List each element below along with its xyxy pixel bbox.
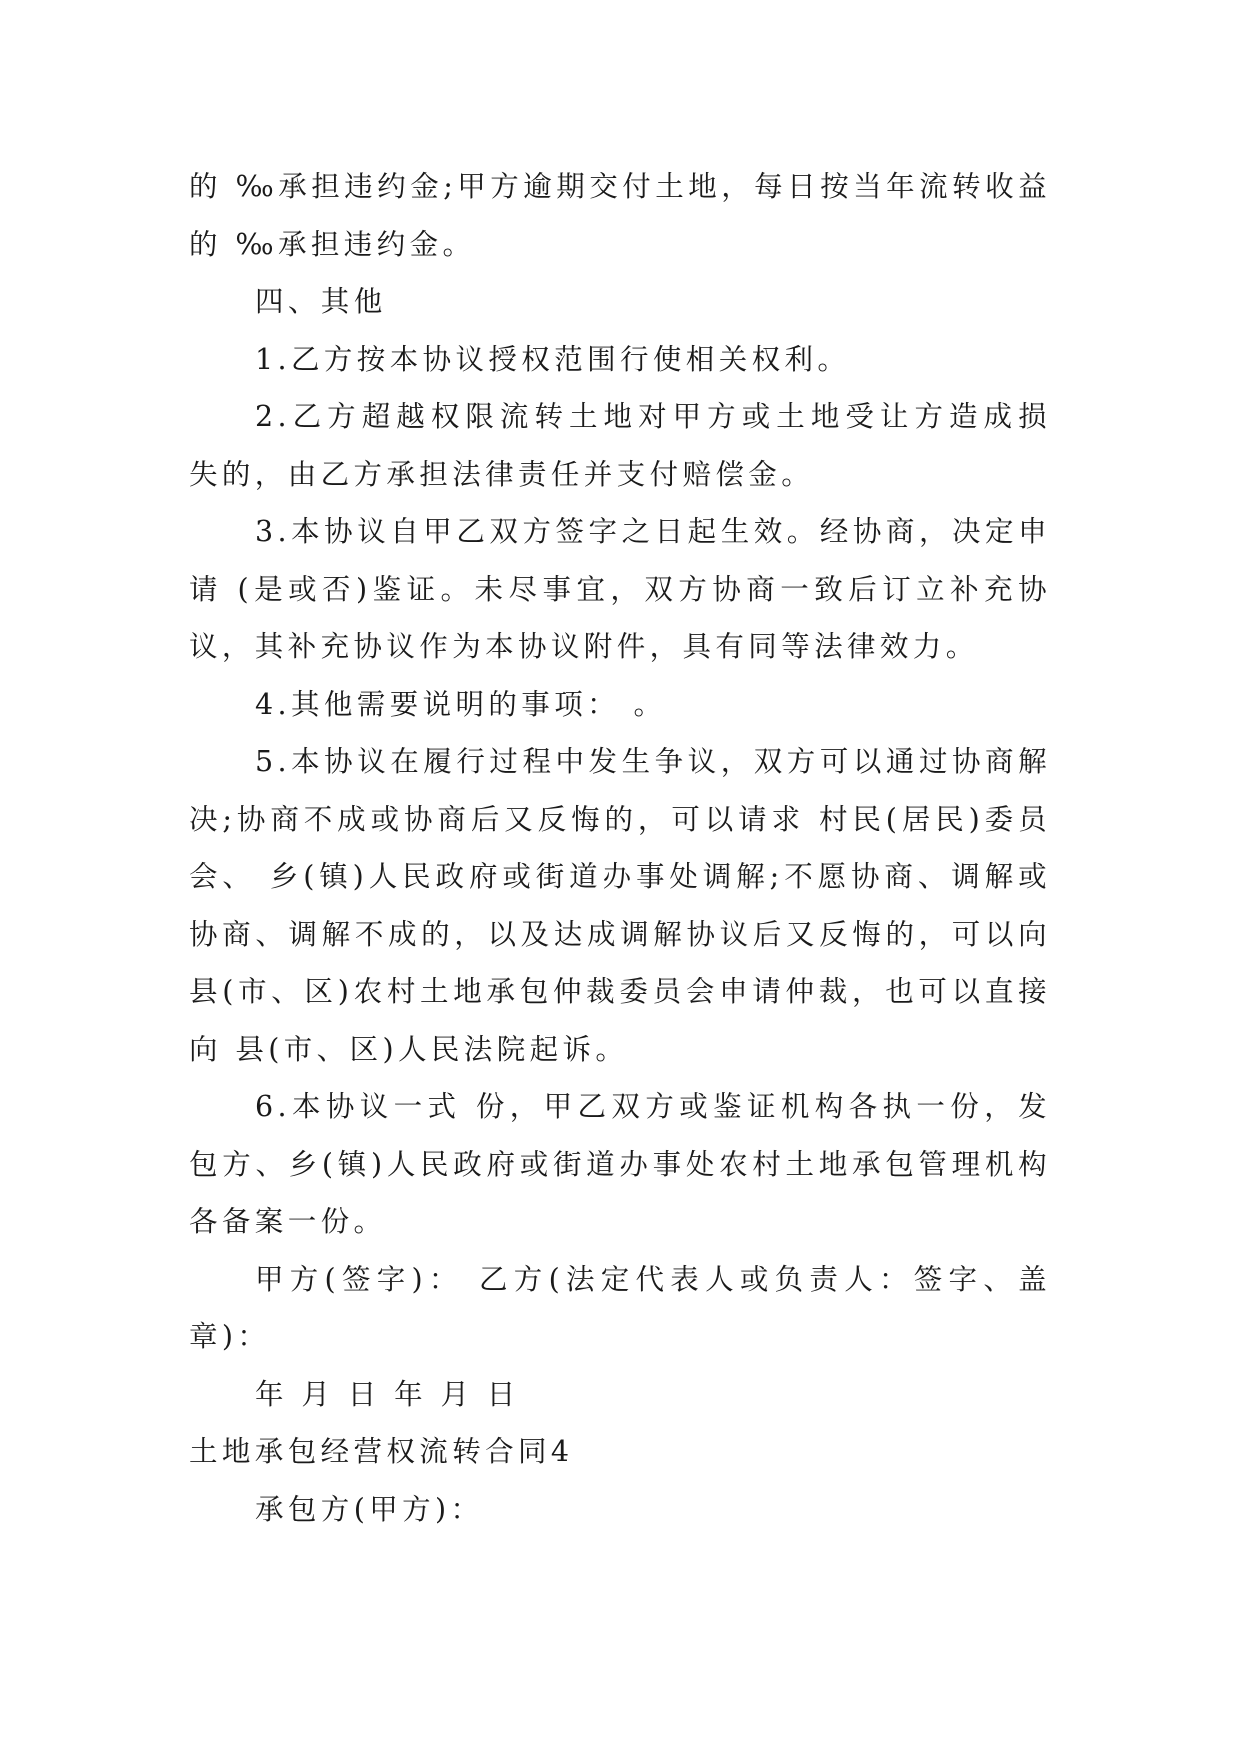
party-a-label: 承包方(甲方)： xyxy=(255,1492,484,1526)
clause-6: 6.本协议一式 份，甲乙双方或鉴证机构各执一份，发 xyxy=(255,1090,1051,1123)
document-page xyxy=(189,158,1051,1538)
contract-title: 土地承包经营权流转合同4 xyxy=(189,1435,574,1468)
text-line: 的 ‰承担违约金。 xyxy=(189,227,476,261)
clause-3: 3.本协议自甲乙双方签字之日起生效。经协商，决定申 xyxy=(255,515,1051,548)
clause-4: 4.其他需要说明的事项： 。 xyxy=(255,687,667,721)
text-line: 包方、乡(镇)人民政府或街道办事处农村土地承包管理机构 xyxy=(189,1147,1051,1181)
text-line: 章)： xyxy=(189,1320,271,1353)
clause-2: 2.乙方超越权限流转土地对甲方或土地受让方造成损 xyxy=(255,400,1051,433)
text-line: 失的，由乙方承担法律责任并支付赔偿金。 xyxy=(189,457,815,491)
text-line: 协商、调解不成的，以及达成调解协议后又反悔的，可以向 xyxy=(189,917,1051,951)
date-line: 年 月 日 年 月 日 xyxy=(255,1377,520,1411)
text-line: 县(市、区)农村土地承包仲裁委员会申请仲裁，也可以直接 xyxy=(189,975,1051,1008)
text-line: 请 (是或否)鉴证。未尽事宜，双方协商一致后订立补充协 xyxy=(189,572,1051,606)
text-line: 会、 乡(镇)人民政府或街道办事处调解;不愿协商、调解或 xyxy=(189,860,1051,893)
signature-line: 甲方(签字)： 乙方(法定代表人或负责人：签字、盖 xyxy=(255,1262,1051,1296)
text-line: 的 ‰承担违约金;甲方逾期交付土地，每日按当年流转收益 xyxy=(189,170,1051,203)
text-line: 向 县(市、区)人民法院起诉。 xyxy=(189,1032,629,1066)
text-line: 各备案一份。 xyxy=(189,1205,387,1238)
clause-1: 1.乙方按本协议授权范围行使相关权利。 xyxy=(255,342,851,376)
section-heading: 四、其他 xyxy=(255,285,387,318)
text-line: 决;协商不成或协商后又反悔的，可以请求 村民(居民)委员 xyxy=(189,802,1051,836)
clause-5: 5.本协议在履行过程中发生争议，双方可以通过协商解 xyxy=(255,745,1051,778)
text-line: 议，其补充协议作为本协议附件，具有同等法律效力。 xyxy=(189,630,979,663)
